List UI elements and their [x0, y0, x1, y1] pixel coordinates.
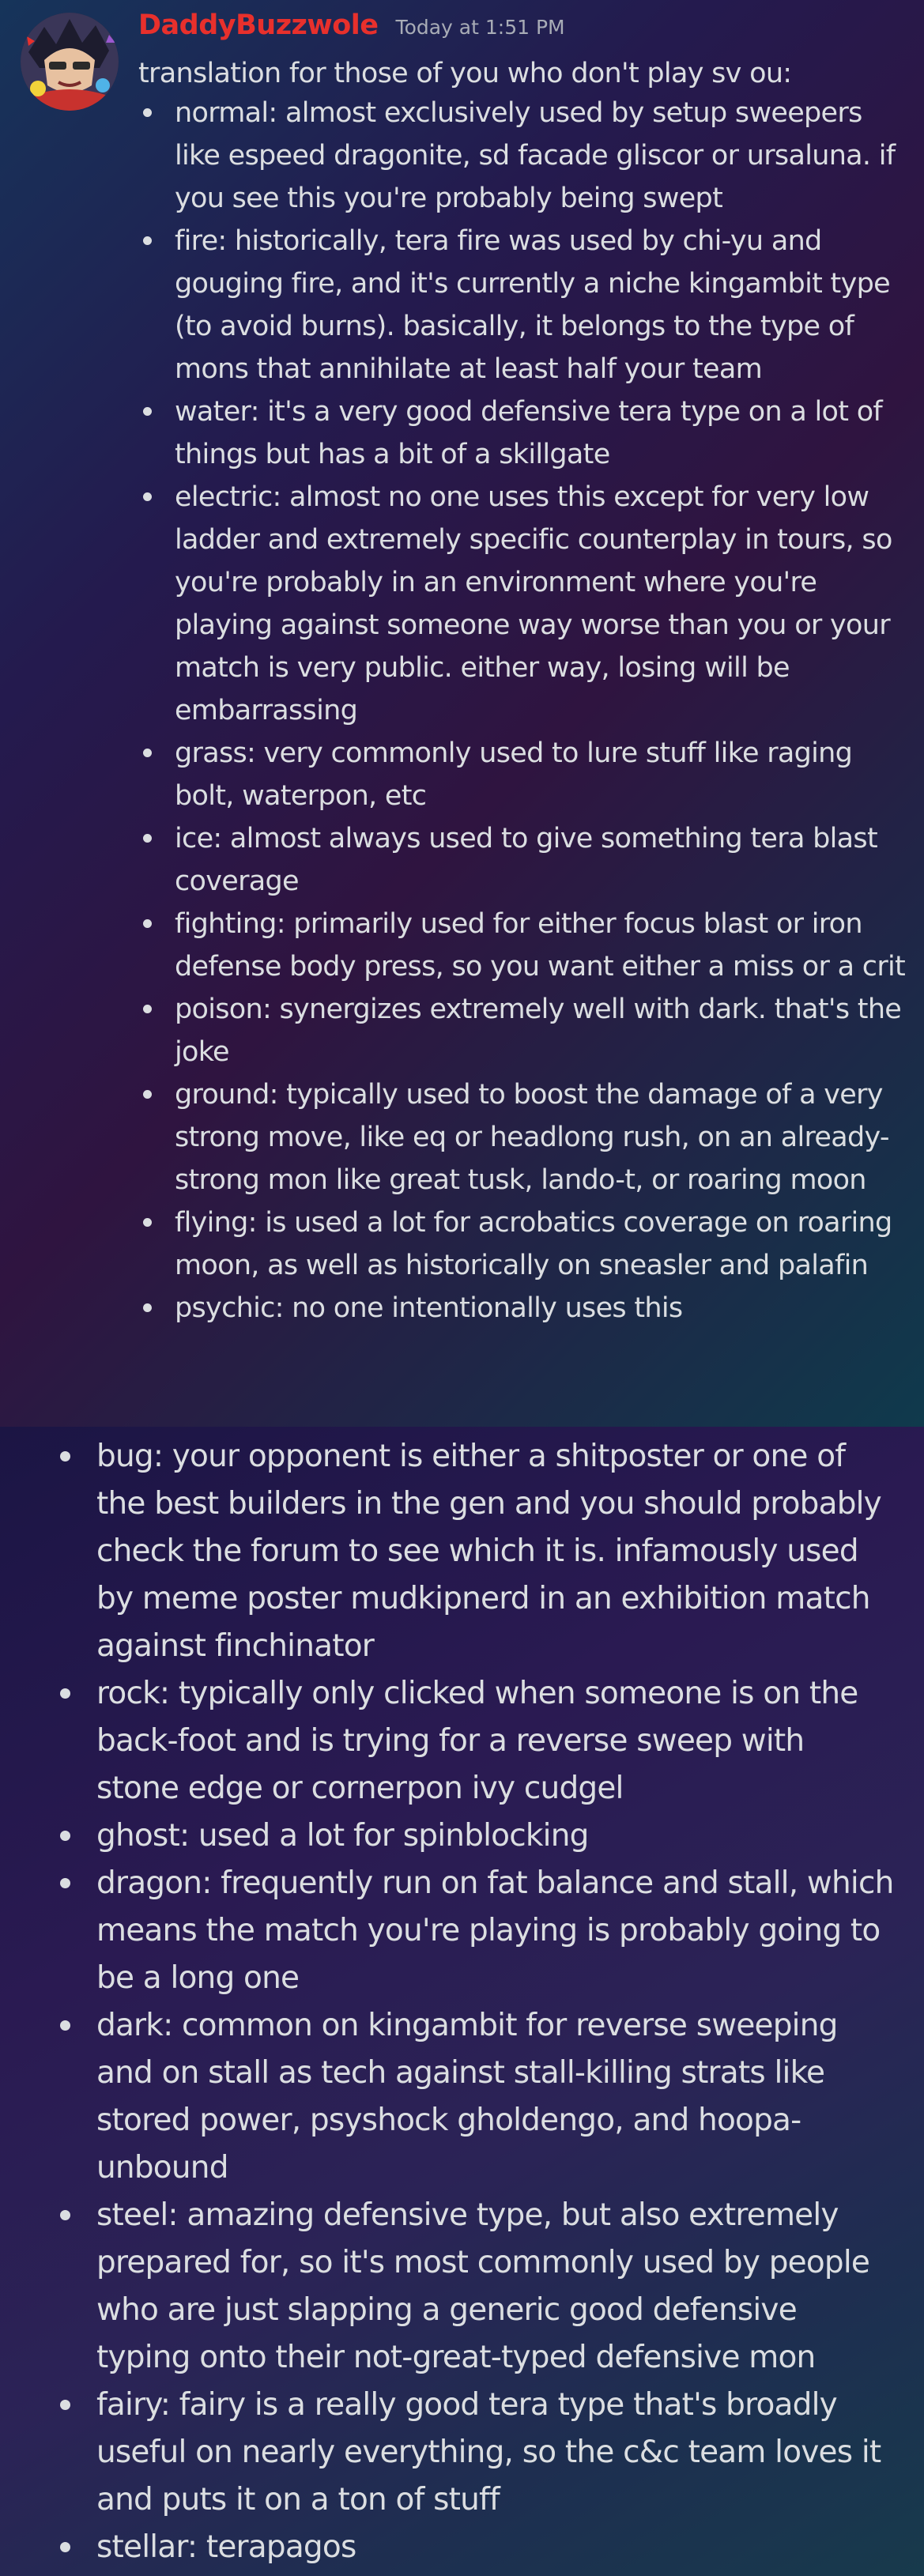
- avatar[interactable]: [21, 13, 119, 111]
- username[interactable]: DaddyBuzzwole: [138, 9, 379, 41]
- anime-character-avatar-icon: [21, 13, 119, 111]
- list-item: fairy: fairy is a really good tera type that's broadly useful on nearly everything, so the c&c team loves it and puts it on a ton of stuff: [57, 2382, 895, 2524]
- message-header: [138, 9, 565, 49]
- list-item: rock: typically only clicked when someone is on the back-foot and is trying for a reverse sweep with stone edge or cornerpon ivy cudgel: [57, 1670, 895, 1812]
- list-item: dark: common on kingambit for reverse sweeping and on stall as tech against stall-killing strats like stored power, psyshock gholdengo, and hoopa-unbound: [57, 2002, 895, 2192]
- list-item: steel: amazing defensive type, but also extremely prepared for, so it's most commonly used by people who are just slapping a generic good defensive typing onto their not-great-typed defensive mon: [57, 2192, 895, 2382]
- list-item: water: it's a very good defensive tera type on a lot of things but has a bit of a skillgate: [138, 390, 913, 476]
- list-item: fighting: primarily used for either focus blast or iron defense body press, so you want either a miss or a crit: [138, 903, 913, 988]
- list-item: dragon: frequently run on fat balance and stall, which means the match you're playing is probably going to be a long one: [57, 1860, 895, 2002]
- list-item: fire: historically, tera fire was used by chi-yu and gouging fire, and it's currently a niche kingambit type (to avoid burns). basically, it belongs to the type of mons that annihilate at least half your team: [138, 220, 913, 390]
- list-item: psychic: no one intentionally uses this: [138, 1287, 913, 1329]
- type-list-bottom: [57, 1433, 895, 2571]
- list-item: ice: almost always used to give something tera blast coverage: [138, 817, 913, 903]
- list-item: ghost: used a lot for spinblocking: [57, 1812, 895, 1860]
- list-item: poison: synergizes extremely well with dark. that's the joke: [138, 988, 913, 1073]
- list-item: stellar: terapagos: [57, 2524, 895, 2571]
- list-item: normal: almost exclusively used by setup sweepers like espeed dragonite, sd facade gliscor or ursaluna. if you see this you're probably being swept: [138, 92, 913, 220]
- message-bottom-panel: [0, 1427, 924, 2576]
- message-intro: translation for those of you who don't play sv ou:: [138, 58, 792, 89]
- type-list-top: [138, 92, 913, 1329]
- list-item: electric: almost no one uses this except for very low ladder and extremely specific counterplay in tours, so you're probably in an environment where you're playing against someone way worse than you or your match is very public. either way, losing will be embarrassing: [138, 476, 913, 732]
- timestamp: Today at 1:51 PM: [395, 16, 565, 39]
- list-item: flying: is used a lot for acrobatics coverage on roaring moon, as well as historically on sneasler and palafin: [138, 1201, 913, 1287]
- list-item: ground: typically used to boost the damage of a very strong move, like eq or headlong rush, on an already-strong mon like great tusk, lando-t, or roaring moon: [138, 1073, 913, 1201]
- list-item: grass: very commonly used to lure stuff like raging bolt, waterpon, etc: [138, 732, 913, 817]
- list-item: bug: your opponent is either a shitposter or one of the best builders in the gen and you should probably check the forum to see which it is. infamously used by meme poster mudkipnerd in an exhibition match against finchinator: [57, 1433, 895, 1670]
